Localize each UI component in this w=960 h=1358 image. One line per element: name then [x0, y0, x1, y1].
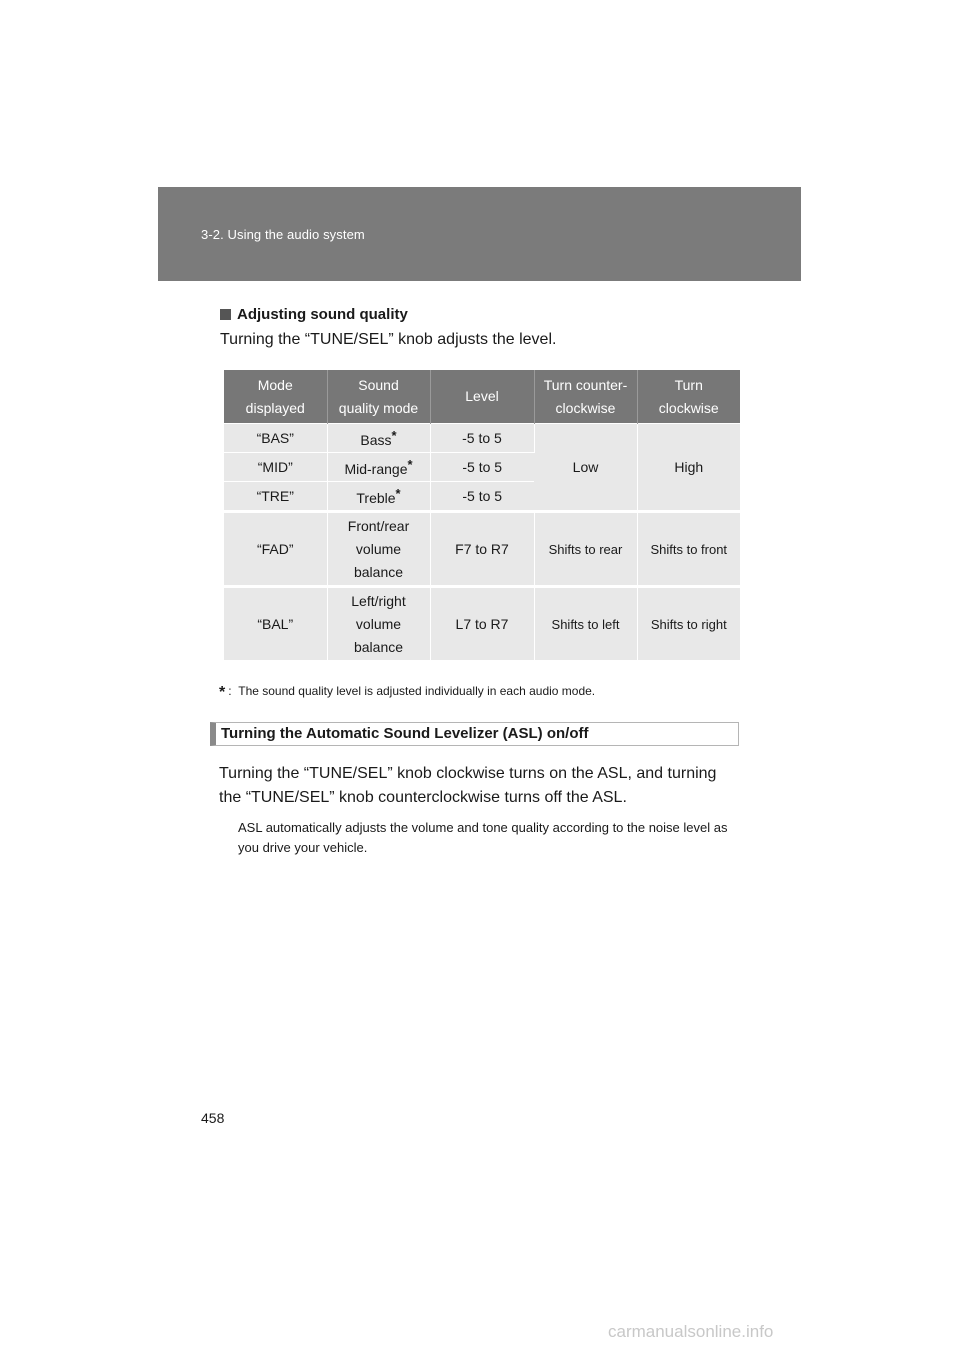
cell-eq-cw: High	[637, 424, 740, 512]
cell-quality: Treble*	[327, 482, 430, 512]
section-label: 3-2. Using the audio system	[201, 227, 365, 242]
cell-mode: “BAL”	[224, 587, 327, 661]
cell-level: -5 to 5	[430, 424, 534, 453]
intro-text: Turning the “TUNE/SEL” knob adjusts the level.	[220, 331, 557, 348]
section-heading: Turning the Automatic Sound Levelizer (ASL) on/off	[221, 725, 589, 742]
table-header-row	[224, 370, 740, 424]
asterisk-mark: *	[391, 428, 397, 443]
table-row	[224, 512, 740, 587]
header-turn-cw: Turn clockwise	[637, 370, 740, 424]
cell-cw: Shifts to front	[637, 512, 740, 587]
asterisk-mark: *	[407, 457, 413, 472]
cell-quality: Mid-range*	[327, 453, 430, 482]
asterisk-mark: *	[219, 684, 226, 701]
footnote: * : The sound quality level is adjusted individually in each audio mode.	[219, 684, 596, 701]
square-bullet-icon	[220, 309, 231, 320]
header-sound-quality-mode: Sound quality mode	[327, 370, 430, 424]
cell-ccw: Shifts to left	[534, 587, 637, 661]
table-row	[224, 587, 740, 661]
cell-mode: “FAD”	[224, 512, 327, 587]
asterisk-mark: *	[395, 486, 401, 501]
header-turn-ccw: Turn counter- clockwise	[534, 370, 637, 424]
header-mode-displayed: Mode displayed	[224, 370, 327, 424]
cell-level: -5 to 5	[430, 482, 534, 512]
cell-eq-ccw: Low	[534, 424, 637, 512]
note-paragraph: ASL automatically adjusts the volume and tone quality according to the noise level as you drive your vehicle.	[238, 820, 728, 855]
cell-mode: “BAS”	[224, 424, 327, 453]
sound-mode-table	[224, 370, 740, 660]
cell-level: F7 to R7	[430, 512, 534, 587]
cell-quality: Left/right volume balance	[327, 587, 430, 661]
watermark: carmanualsonline.info	[608, 1322, 774, 1341]
body-paragraph: Turning the “TUNE/SEL” knob clockwise turns on the ASL, and turning the “TUNE/SEL” knob counterclockwise turns off the ASL.	[219, 765, 717, 806]
chapter-header-band	[158, 187, 801, 281]
cell-level: L7 to R7	[430, 587, 534, 661]
sub-heading	[220, 306, 408, 323]
footnote-text: The sound quality level is adjusted individually in each audio mode.	[238, 684, 596, 698]
cell-cw: Shifts to right	[637, 587, 740, 661]
page-number: 458	[201, 1110, 225, 1126]
cell-mode: “TRE”	[224, 482, 327, 512]
cell-quality: Front/rear volume balance	[327, 512, 430, 587]
header-level: Level	[430, 370, 534, 424]
cell-quality: Bass*	[327, 424, 430, 453]
section-heading-box	[210, 722, 739, 746]
sub-heading-text: Adjusting sound quality	[237, 306, 408, 323]
cell-mode: “MID”	[224, 453, 327, 482]
cell-ccw: Shifts to rear	[534, 512, 637, 587]
table-row	[224, 424, 740, 453]
cell-level: -5 to 5	[430, 453, 534, 482]
